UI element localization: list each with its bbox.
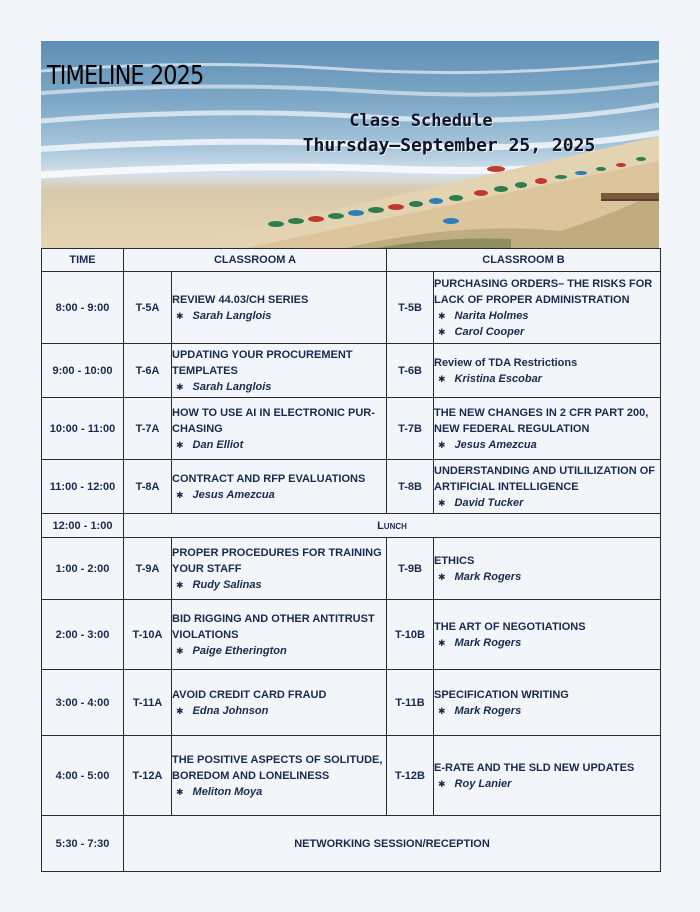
asterisk-bullet-icon: ✱	[438, 497, 446, 508]
session-b	[434, 736, 661, 816]
time-slot: 10:00 - 11:00	[42, 398, 124, 460]
session-a	[172, 600, 387, 670]
session-a	[172, 460, 387, 514]
schedule-date: Thursday—September 25, 2025	[302, 135, 596, 156]
speaker-name: Roy Lanier	[454, 777, 512, 790]
session-code-b: T-12B	[387, 736, 434, 816]
session-title: REVIEW 44.03/CH SERIES	[172, 293, 309, 306]
session-a	[172, 538, 387, 600]
asterisk-bullet-icon: ✱	[176, 310, 184, 321]
table-row	[42, 460, 661, 514]
asterisk-bullet-icon: ✱	[438, 571, 446, 582]
session-code-b: T-6B	[387, 344, 434, 398]
speaker-name: Dan Elliot	[192, 438, 244, 451]
asterisk-bullet-icon: ✱	[176, 579, 184, 590]
speaker	[434, 569, 660, 585]
session-code-b: T-9B	[387, 538, 434, 600]
session-title: E-RATE AND THE SLD NEW UPDATES	[434, 761, 635, 774]
time-slot: 1:00 - 2:00	[42, 538, 124, 600]
session-code-a: T-12A	[124, 736, 172, 816]
session-code-a: T-11A	[124, 670, 172, 736]
speaker-name: Mark Rogers	[454, 570, 522, 583]
session-code-a: T-8A	[124, 460, 172, 514]
table-row	[42, 538, 661, 600]
networking-row	[42, 816, 661, 872]
asterisk-bullet-icon: ✱	[176, 489, 184, 500]
session-b	[434, 600, 661, 670]
speaker-name: Kristina Escobar	[454, 372, 542, 385]
speaker-name: Mark Rogers	[454, 636, 522, 649]
speaker	[172, 643, 386, 659]
schedule-title: Class Schedule	[349, 111, 493, 131]
session-b	[434, 272, 661, 344]
table-row	[42, 736, 661, 816]
schedule-table	[41, 248, 661, 872]
session-a	[172, 736, 387, 816]
session-b	[434, 398, 661, 460]
speaker	[172, 784, 386, 800]
session-a	[172, 344, 387, 398]
session-code-a: T-10A	[124, 600, 172, 670]
session-code-b: T-8B	[387, 460, 434, 514]
session-b	[434, 344, 661, 398]
speaker	[434, 635, 660, 651]
asterisk-bullet-icon: ✱	[176, 439, 184, 450]
session-b	[434, 538, 661, 600]
session-title: UPDATING YOUR PROCUREMENT TEMPLATES	[172, 348, 353, 377]
asterisk-bullet-icon: ✱	[438, 439, 446, 450]
session-code-a: T-9A	[124, 538, 172, 600]
session-b	[434, 670, 661, 736]
header-classroom-a: CLASSROOM A	[124, 249, 387, 272]
asterisk-bullet-icon: ✱	[438, 373, 446, 384]
session-title: BID RIGGING AND OTHER ANTITRUST VIOLATIONS	[172, 612, 375, 641]
speaker-name: Edna Johnson	[192, 704, 269, 717]
session-code-a: T-6A	[124, 344, 172, 398]
table-row	[42, 398, 661, 460]
session-title: Review of TDA Restrictions	[434, 356, 578, 369]
speaker	[434, 776, 660, 792]
session-code-b: T-11B	[387, 670, 434, 736]
asterisk-bullet-icon: ✱	[176, 645, 184, 656]
session-title: HOW TO USE AI IN ELECTRONIC PUR-CHASING	[172, 406, 375, 435]
speaker-name: David Tucker	[454, 496, 524, 509]
session-code-a: T-7A	[124, 398, 172, 460]
session-a	[172, 398, 387, 460]
session-b	[434, 460, 661, 514]
time-slot: 3:00 - 4:00	[42, 670, 124, 736]
session-title: THE POSITIVE ASPECTS OF SOLITUDE, BOREDOM AND LONELINESS	[172, 753, 383, 782]
session-title: THE NEW CHANGES IN 2 CFR PART 200, NEW FEDERAL REGULATION	[434, 406, 649, 435]
asterisk-bullet-icon: ✱	[438, 310, 446, 321]
table-row	[42, 272, 661, 344]
session-code-b: T-7B	[387, 398, 434, 460]
lunch-time: 12:00 - 1:00	[42, 514, 124, 538]
session-title: UNDERSTANDING AND UTILILIZATION OF ARTIFICIAL INTELLIGENCE	[434, 464, 655, 493]
speaker-name: Rudy Salinas	[192, 578, 262, 591]
asterisk-bullet-icon: ✱	[438, 705, 446, 716]
speaker-name: Sarah Langlois	[192, 309, 272, 322]
session-title: PROPER PROCEDURES FOR TRAINING YOUR STAFF	[172, 546, 382, 575]
speaker-name: Meliton Moya	[192, 785, 263, 798]
header-banner	[41, 41, 659, 249]
table-header-row	[42, 249, 661, 272]
speaker-name: Narita Holmes	[454, 309, 529, 322]
speaker	[434, 437, 660, 453]
table-row	[42, 600, 661, 670]
session-a	[172, 670, 387, 736]
networking-time: 5:30 - 7:30	[42, 816, 124, 872]
speaker-name: Jesus Amezcua	[192, 488, 275, 501]
time-slot: 11:00 - 12:00	[42, 460, 124, 514]
timeline-logo: TIMELINE 2025	[47, 61, 204, 91]
networking-label: NETWORKING SESSION/RECEPTION	[124, 816, 661, 872]
asterisk-bullet-icon: ✱	[176, 705, 184, 716]
speaker	[434, 324, 660, 340]
speaker	[172, 577, 386, 593]
time-slot: 2:00 - 3:00	[42, 600, 124, 670]
session-code-b: T-5B	[387, 272, 434, 344]
speaker	[434, 495, 660, 511]
asterisk-bullet-icon: ✱	[176, 786, 184, 797]
speaker-name: Jesus Amezcua	[454, 438, 537, 451]
session-title: AVOID CREDIT CARD FRAUD	[172, 688, 327, 701]
lunch-label: Lunch	[124, 514, 661, 538]
speaker	[172, 487, 386, 503]
lunch-row	[42, 514, 661, 538]
speaker	[172, 703, 386, 719]
session-title: CONTRACT AND RFP EVALUATIONS	[172, 472, 366, 485]
speaker	[172, 379, 386, 395]
table-row	[42, 670, 661, 736]
table-row	[42, 344, 661, 398]
speaker	[434, 308, 660, 324]
asterisk-bullet-icon: ✱	[438, 326, 446, 337]
session-title: ETHICS	[434, 554, 475, 567]
session-title: PURCHASING ORDERS– THE RISKS FOR LACK OF PROPER ADMINISTRATION	[434, 277, 653, 306]
schedule-body	[42, 272, 661, 872]
asterisk-bullet-icon: ✱	[176, 381, 184, 392]
time-slot: 4:00 - 5:00	[42, 736, 124, 816]
session-title: SPECIFICATION WRITING	[434, 688, 569, 701]
time-slot: 9:00 - 10:00	[42, 344, 124, 398]
session-code-a: T-5A	[124, 272, 172, 344]
time-slot: 8:00 - 9:00	[42, 272, 124, 344]
speaker	[434, 371, 660, 387]
speaker	[434, 703, 660, 719]
asterisk-bullet-icon: ✱	[438, 778, 446, 789]
speaker	[172, 308, 386, 324]
session-code-b: T-10B	[387, 600, 434, 670]
asterisk-bullet-icon: ✱	[438, 637, 446, 648]
header-time: TIME	[42, 249, 124, 272]
speaker-name: Mark Rogers	[454, 704, 522, 717]
speaker-name: Carol Cooper	[454, 325, 525, 338]
header-classroom-b: CLASSROOM B	[387, 249, 661, 272]
speaker	[172, 437, 386, 453]
speaker-name: Sarah Langlois	[192, 380, 272, 393]
session-a	[172, 272, 387, 344]
session-title: THE ART OF NEGOTIATIONS	[434, 620, 586, 633]
speaker-name: Paige Etherington	[192, 644, 287, 657]
